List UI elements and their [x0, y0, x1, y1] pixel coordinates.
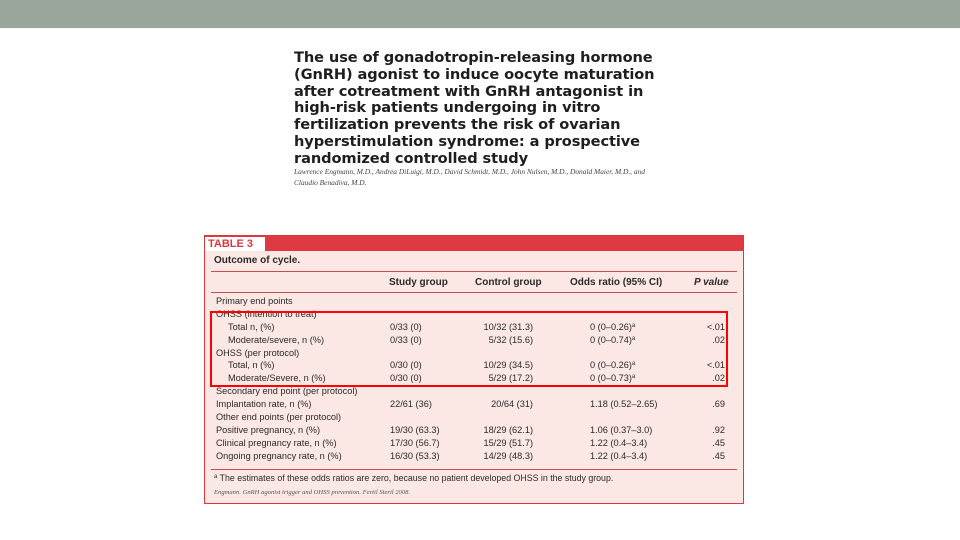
odds-ratio-cell-text: 1.22 (0.4–3.4): [590, 437, 648, 448]
p-value-cell: [675, 450, 725, 463]
row-label-text: Moderate/severe, n (%): [228, 334, 324, 345]
ohss-highlight-box: [210, 308, 728, 387]
study-group-cell-text: 17/30 (56.7): [390, 437, 440, 448]
p-value-cell-text: .69: [712, 399, 725, 410]
table-caption: Outcome of cycle.: [214, 255, 301, 266]
study-group-cell-text: 16/30 (53.3): [390, 450, 440, 461]
row-label: [216, 385, 357, 398]
table-row: [205, 424, 743, 437]
p-value-cell: [675, 398, 725, 411]
control-group-cell: [455, 450, 533, 463]
table-row: [205, 437, 743, 450]
footnote-marker: a: [214, 474, 218, 480]
odds-ratio-cell-text: 1.18 (0.52–2.65): [590, 399, 658, 410]
row-label-text: Moderate/Severe, n (%): [228, 373, 326, 384]
control-group-cell-text: 14/29 (48.3): [483, 450, 533, 461]
table-label: TABLE 3: [205, 237, 265, 251]
column-header-study-group: Study group: [389, 277, 448, 288]
footnote-marker: a: [631, 322, 636, 329]
paper-title: The use of gonadotropin-releasing hormone (GnRH) agonist to induce oocyte maturation after cotreatment with GnRH antagonist in high-risk patients undergoing in vitro fertilization prevents the risk of ovarian hyperstimulation syndrome: a prospective randomized controlled study: [294, 49, 655, 167]
control-group-cell: [455, 398, 533, 411]
row-label-text: Secondary end point (per protocol): [216, 386, 358, 397]
column-header-p-value: P value: [694, 277, 729, 288]
table-row: [205, 411, 743, 424]
row-label: [216, 424, 320, 437]
control-group-cell-text: 18/29 (62.1): [483, 424, 533, 435]
paper-authors: Lawrence Engmann, M.D., Andrea DiLuigi, M.D., David Schmidt, M.D., John Nulsen, M.D., Donald Maier, M.D., and Claudio Benadiva, M.D.: [294, 167, 645, 187]
odds-ratio-cell: [590, 398, 672, 411]
row-label-text: Other end points (per protocol): [216, 412, 342, 423]
p-value-cell: [675, 424, 725, 437]
row-label-text: Ongoing pregnancy rate, n (%): [216, 450, 342, 461]
control-group-cell: [455, 424, 533, 437]
column-header-odds-ratio: Odds ratio (95% CI): [570, 277, 663, 288]
odds-ratio-cell-text: 0 (0–0.73): [590, 373, 632, 384]
row-label-text: Primary end points: [216, 296, 293, 306]
control-group-cell-text: 15/29 (51.7): [483, 437, 533, 448]
study-group-cell-text: 22/61 (36): [390, 399, 432, 410]
row-label-text: Total n, (%): [228, 321, 275, 332]
table-row: [205, 385, 743, 398]
odds-ratio-cell-text: 0 (0–0.26): [590, 321, 632, 332]
control-group-cell-text: 5/29 (17.2): [488, 373, 533, 384]
row-label: [216, 411, 341, 424]
control-group-cell-text: 10/29 (34.5): [483, 360, 533, 371]
control-group-cell-text: 20/64 (31): [491, 399, 533, 410]
odds-ratio-cell: [590, 437, 672, 450]
table-footnote: [214, 473, 613, 483]
control-group-cell: [455, 437, 533, 450]
odds-ratio-cell-text: 1.22 (0.4–3.4): [590, 450, 648, 461]
row-label: [216, 437, 337, 450]
control-group-cell-text: 5/32 (15.6): [488, 334, 533, 345]
odds-ratio-cell-text: 0 (0–0.26): [590, 360, 632, 371]
odds-ratio-cell-text: 0 (0–0.74): [590, 334, 632, 345]
row-label-text: Clinical pregnancy rate, n (%): [216, 437, 337, 448]
footnote-text: The estimates of these odds ratios are zero, because no patient developed OHSS in the study group.: [217, 473, 614, 483]
table-citation: Engmann. GnRH agonist trigger and OHSS prevention. Fertil Steril 2008.: [214, 489, 411, 496]
table-rule: [211, 271, 737, 272]
column-header-control-group: Control group: [475, 277, 542, 288]
p-value-cell-text: .45: [712, 450, 725, 461]
study-group-cell: [390, 437, 452, 450]
row-label-text: OHSS (per protocol): [216, 347, 300, 358]
p-value-cell-text: <.01: [706, 321, 725, 332]
study-group-cell-text: 0/33 (0): [390, 321, 422, 332]
odds-ratio-cell: [590, 424, 672, 437]
table-rule: [211, 469, 737, 470]
p-value-cell-text: .92: [712, 424, 725, 435]
row-label-text: Total, n (%): [228, 360, 275, 371]
footnote-marker: a: [631, 374, 636, 381]
p-value-cell-text: .02: [712, 373, 725, 384]
table-row: [205, 398, 743, 411]
study-group-cell-text: 19/30 (63.3): [390, 424, 440, 435]
p-value-cell-text: .45: [712, 437, 725, 448]
row-label: [216, 450, 342, 463]
footnote-marker: a: [631, 335, 636, 342]
odds-ratio-cell-text: 1.06 (0.37–3.0): [590, 424, 653, 435]
p-value-cell-text: <.01: [706, 360, 725, 371]
p-value-cell-text: .02: [712, 334, 725, 345]
row-label: [216, 295, 293, 308]
table-row: [205, 295, 743, 308]
odds-ratio-cell: [590, 450, 672, 463]
table-row: [205, 450, 743, 463]
study-group-cell-text: 0/30 (0): [390, 373, 422, 384]
control-group-cell-text: 10/32 (31.3): [483, 321, 533, 332]
table-label-band: [205, 236, 743, 251]
study-group-cell: [390, 450, 452, 463]
row-label: [216, 398, 312, 411]
study-group-cell-text: 0/30 (0): [390, 360, 422, 371]
top-bar: [0, 0, 960, 28]
study-group-cell: [390, 424, 452, 437]
row-label-text: OHSS (intention to treat): [216, 308, 317, 319]
table-rule: [211, 292, 737, 293]
row-label-text: Implantation rate, n (%): [216, 399, 312, 410]
study-group-cell: [390, 398, 452, 411]
p-value-cell: [675, 437, 725, 450]
row-label-text: Positive pregnancy, n (%): [216, 424, 320, 435]
footnote-marker: a: [631, 361, 636, 368]
study-group-cell-text: 0/33 (0): [390, 334, 422, 345]
